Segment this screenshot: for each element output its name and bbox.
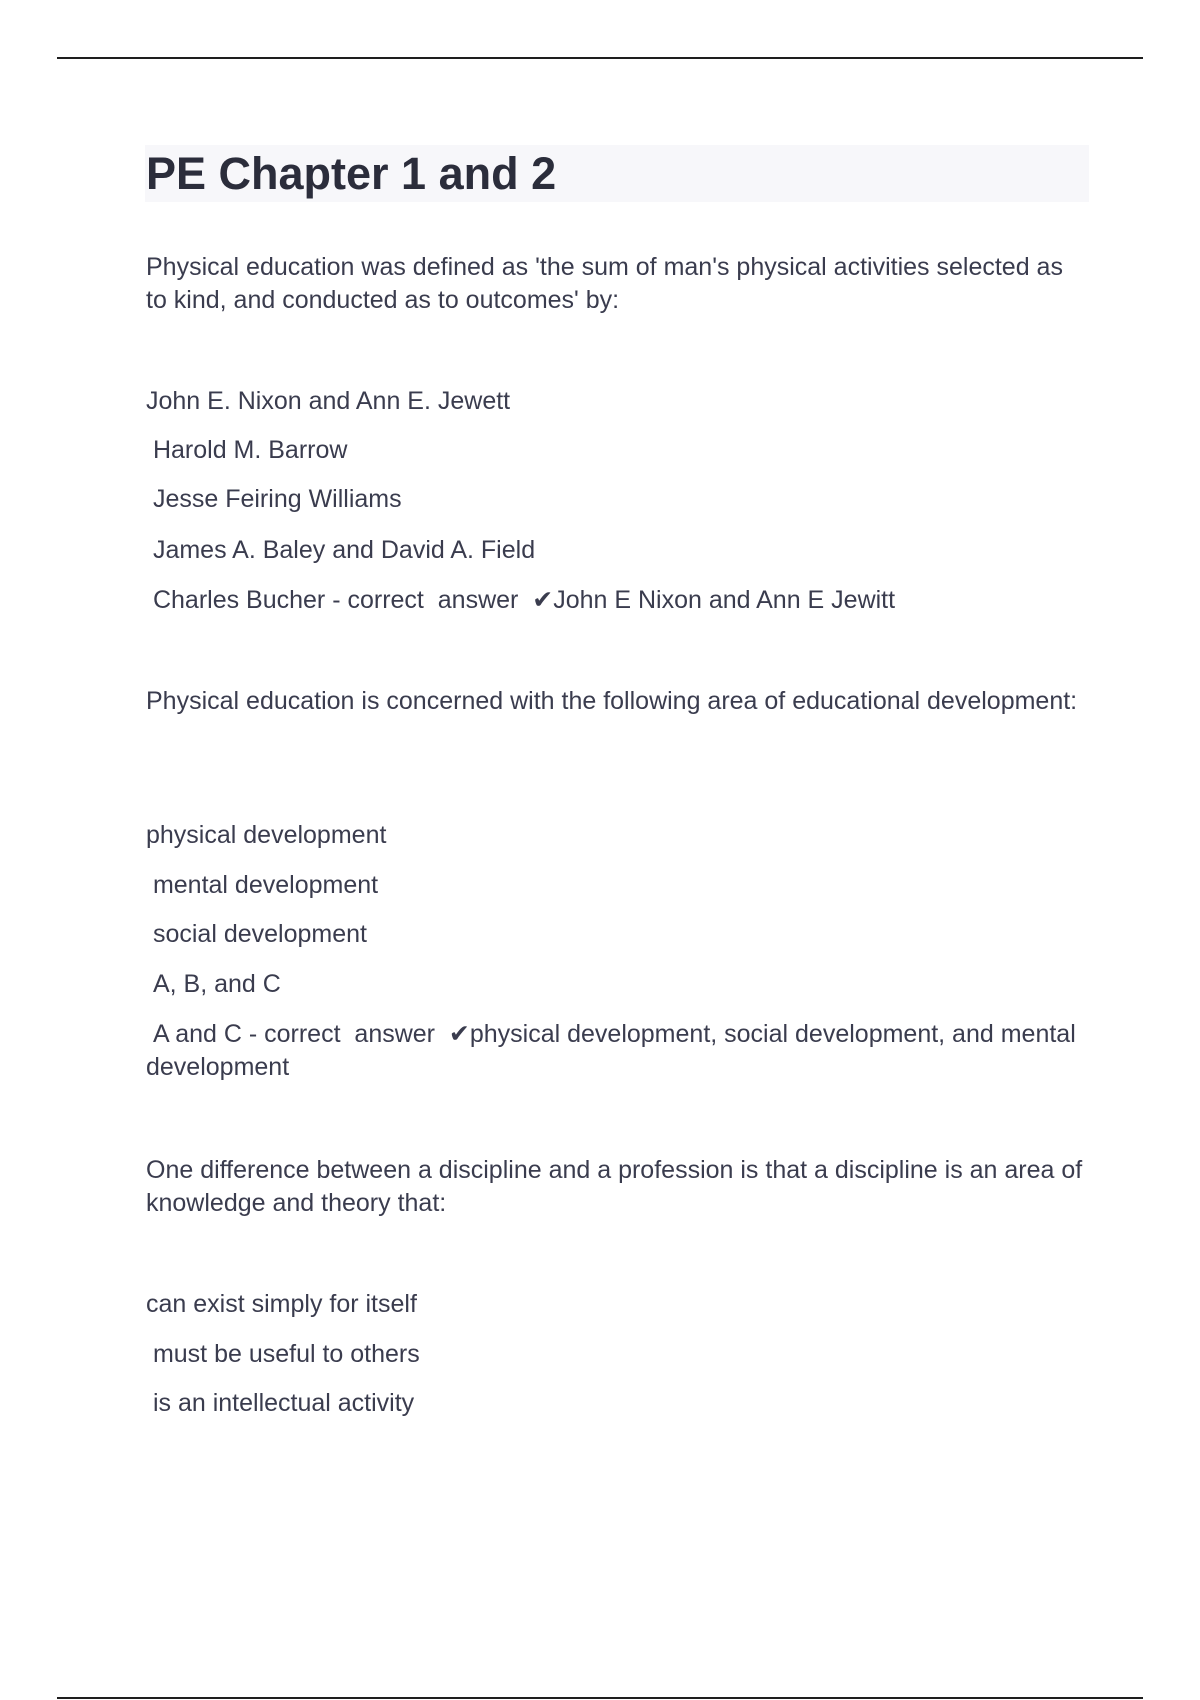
answer-option: must be useful to others xyxy=(146,1340,420,1368)
answer-option: James A. Baley and David A. Field xyxy=(146,536,536,564)
answer-option: John E. Nixon and Ann E. Jewett xyxy=(146,387,511,415)
answer-option: Jesse Feiring Williams xyxy=(146,485,402,513)
answer-option-with-correct-answer: A and C - correct answer ✔physical development, social development, and mental development xyxy=(146,1020,1083,1081)
answer-option: is an intellectual activity xyxy=(146,1389,415,1417)
top-rule xyxy=(57,57,1143,59)
question-prompt: One difference between a discipline and a profession is that a discipline is an area of knowledge and theory that: xyxy=(146,1156,1083,1217)
page-title: PE Chapter 1 and 2 xyxy=(146,148,557,199)
bottom-rule xyxy=(57,1697,1143,1699)
answer-option: Harold M. Barrow xyxy=(146,436,348,464)
answer-option: can exist simply for itself xyxy=(146,1290,417,1318)
answer-option: physical development xyxy=(146,821,387,849)
answer-option-with-correct-answer: Charles Bucher - correct answer ✔John E Nixon and Ann E Jewitt xyxy=(146,586,896,614)
answer-option: A, B, and C xyxy=(146,970,281,998)
question-prompt: Physical education is concerned with the following area of educational development: xyxy=(146,687,1078,715)
answer-option: social development xyxy=(146,920,367,948)
answer-option: mental development xyxy=(146,871,379,899)
question-prompt: Physical education was defined as 'the sum of man's physical activities selected as to kind, and conducted as to outcomes' by: xyxy=(146,253,1063,314)
